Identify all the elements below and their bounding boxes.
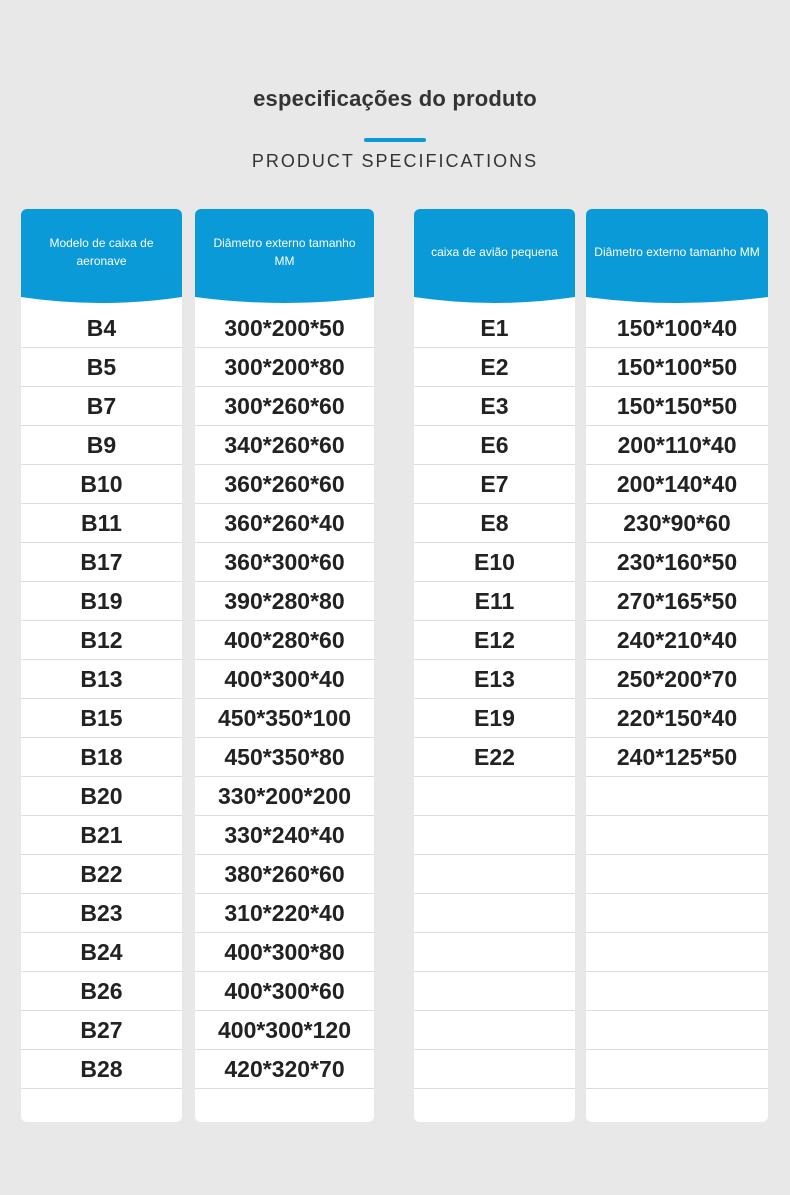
model-cell: E12 [414,621,575,660]
size-cell: 250*200*70 [586,660,768,699]
empty-cell [414,1050,575,1089]
size-cell: 360*260*60 [195,465,374,504]
empty-cell [414,933,575,972]
model-cell: E8 [414,504,575,543]
column-header-e-model [414,209,575,305]
size-cell: 300*200*50 [195,309,374,348]
column-header-b-size [195,209,374,305]
model-cell: E22 [414,738,575,777]
size-cell: 330*200*200 [195,777,374,816]
model-cell: E10 [414,543,575,582]
size-cell: 360*300*60 [195,543,374,582]
column-header-e-size [586,209,768,305]
size-cell: 150*100*50 [586,348,768,387]
empty-cell [586,855,768,894]
model-cell: B13 [21,660,182,699]
empty-cell [586,933,768,972]
size-cell: 400*300*80 [195,933,374,972]
empty-cell [586,972,768,1011]
empty-cell [586,1050,768,1089]
model-cell: B9 [21,426,182,465]
size-cell: 330*240*40 [195,816,374,855]
model-cell: B28 [21,1050,182,1089]
model-cell: B7 [21,387,182,426]
size-cell: 300*200*80 [195,348,374,387]
model-cell: B10 [21,465,182,504]
empty-cell [414,855,575,894]
column-header-b-model [21,209,182,305]
empty-cell [414,972,575,1011]
model-cell: B15 [21,699,182,738]
size-cell: 340*260*60 [195,426,374,465]
column-b-size [195,209,374,1122]
model-cell: E13 [414,660,575,699]
column-header-label: Modelo de caixa de aeronave [49,236,154,268]
model-cell: E3 [414,387,575,426]
size-cell: 150*100*40 [586,309,768,348]
model-cell: E7 [414,465,575,504]
column-header-label: caixa de avião pequena [431,245,558,259]
size-cell: 380*260*60 [195,855,374,894]
empty-cell [414,816,575,855]
model-cell: B26 [21,972,182,1011]
model-cell: B24 [21,933,182,972]
empty-cell [414,777,575,816]
model-cell: E1 [414,309,575,348]
model-cell: E2 [414,348,575,387]
model-cell: B5 [21,348,182,387]
size-cell: 310*220*40 [195,894,374,933]
size-cell: 240*125*50 [586,738,768,777]
size-cell: 300*260*60 [195,387,374,426]
size-cell: 450*350*100 [195,699,374,738]
size-cell: 220*150*40 [586,699,768,738]
size-cell: 360*260*40 [195,504,374,543]
page-title: especificações do produto [253,86,537,111]
model-cell: B23 [21,894,182,933]
empty-cell [414,894,575,933]
model-cell: B21 [21,816,182,855]
size-cell: 200*110*40 [586,426,768,465]
size-cell: 400*300*120 [195,1011,374,1050]
model-cell: E11 [414,582,575,621]
size-cell: 400*280*60 [195,621,374,660]
column-header-label: Diâmetro externo tamanho MM [213,236,356,268]
empty-cell [586,816,768,855]
size-cell: 400*300*40 [195,660,374,699]
column-e-model [414,209,575,1122]
size-cell: 420*320*70 [195,1050,374,1089]
model-cell: E19 [414,699,575,738]
model-cell: B19 [21,582,182,621]
size-cell: 400*300*60 [195,972,374,1011]
model-cell: B11 [21,504,182,543]
empty-cell [414,1011,575,1050]
size-cell: 230*160*50 [586,543,768,582]
model-cell: B18 [21,738,182,777]
column-e-size [586,209,768,1122]
empty-cell [586,777,768,816]
model-cell: B27 [21,1011,182,1050]
column-b-model [21,209,182,1122]
model-cell: B17 [21,543,182,582]
size-cell: 150*150*50 [586,387,768,426]
size-cell: 200*140*40 [586,465,768,504]
model-cell: B4 [21,309,182,348]
column-header-label: Diâmetro externo tamanho MM [594,245,760,259]
size-cell: 270*165*50 [586,582,768,621]
page-subtitle: PRODUCT SPECIFICATIONS [251,151,539,171]
empty-cell [586,1011,768,1050]
size-cell: 230*90*60 [586,504,768,543]
size-cell: 390*280*80 [195,582,374,621]
size-cell: 240*210*40 [586,621,768,660]
title-accent-bar [364,138,426,142]
model-cell: B12 [21,621,182,660]
size-cell: 450*350*80 [195,738,374,777]
model-cell: B22 [21,855,182,894]
model-cell: B20 [21,777,182,816]
empty-cell [586,894,768,933]
model-cell: E6 [414,426,575,465]
